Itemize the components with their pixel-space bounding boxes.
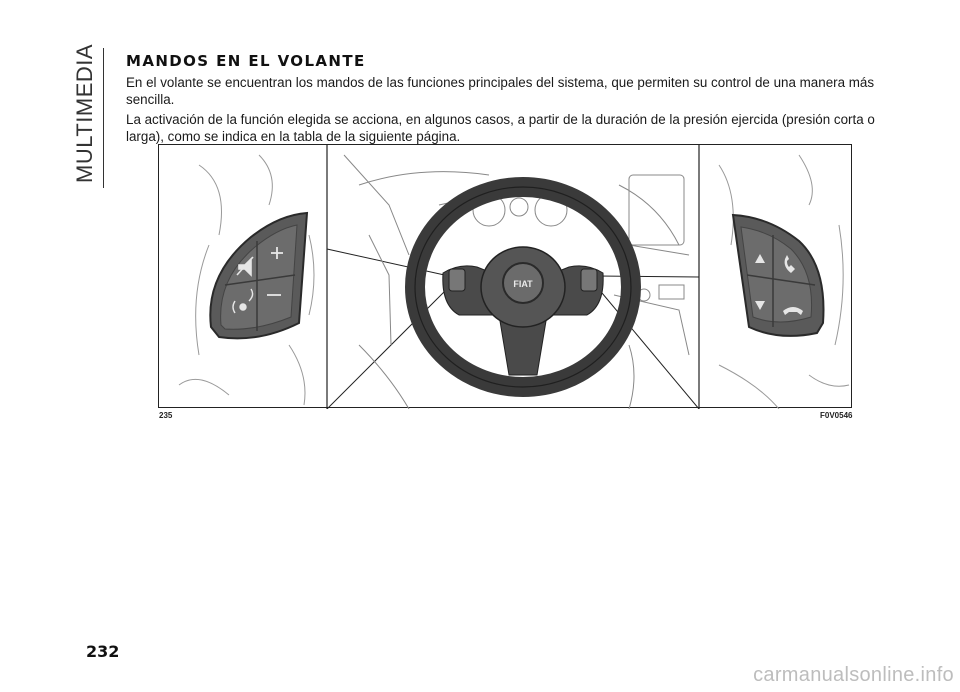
steering-wheel: [415, 187, 631, 387]
paragraph-activation: La activación de la función elegida se acciona, en algunos casos, a partir de la duración de la presión ejercida (presión corta o larga), como se indica en la tabla de la siguiente página.: [126, 112, 875, 144]
section-rule: [103, 48, 104, 188]
right-control-pad: [733, 215, 824, 336]
section-label: MULTIMEDIA: [72, 43, 97, 183]
steering-wheel-figure: [158, 144, 852, 408]
figure-code: F0V0546: [820, 411, 853, 420]
left-control-pad: [210, 213, 307, 338]
hub-logo: FIAT: [513, 279, 533, 289]
section-heading: MANDOS EN EL VOLANTE: [126, 52, 366, 70]
figure-number: 235: [159, 411, 173, 420]
paragraph-intro: En el volante se encuentran los mandos de las funciones principales del sistema, que permiten su control de una manera más sencilla.: [126, 75, 875, 107]
watermark-link[interactable]: carmanualsonline.info: [753, 664, 954, 686]
page-number: 232: [86, 642, 120, 661]
section-tab: [72, 43, 104, 188]
